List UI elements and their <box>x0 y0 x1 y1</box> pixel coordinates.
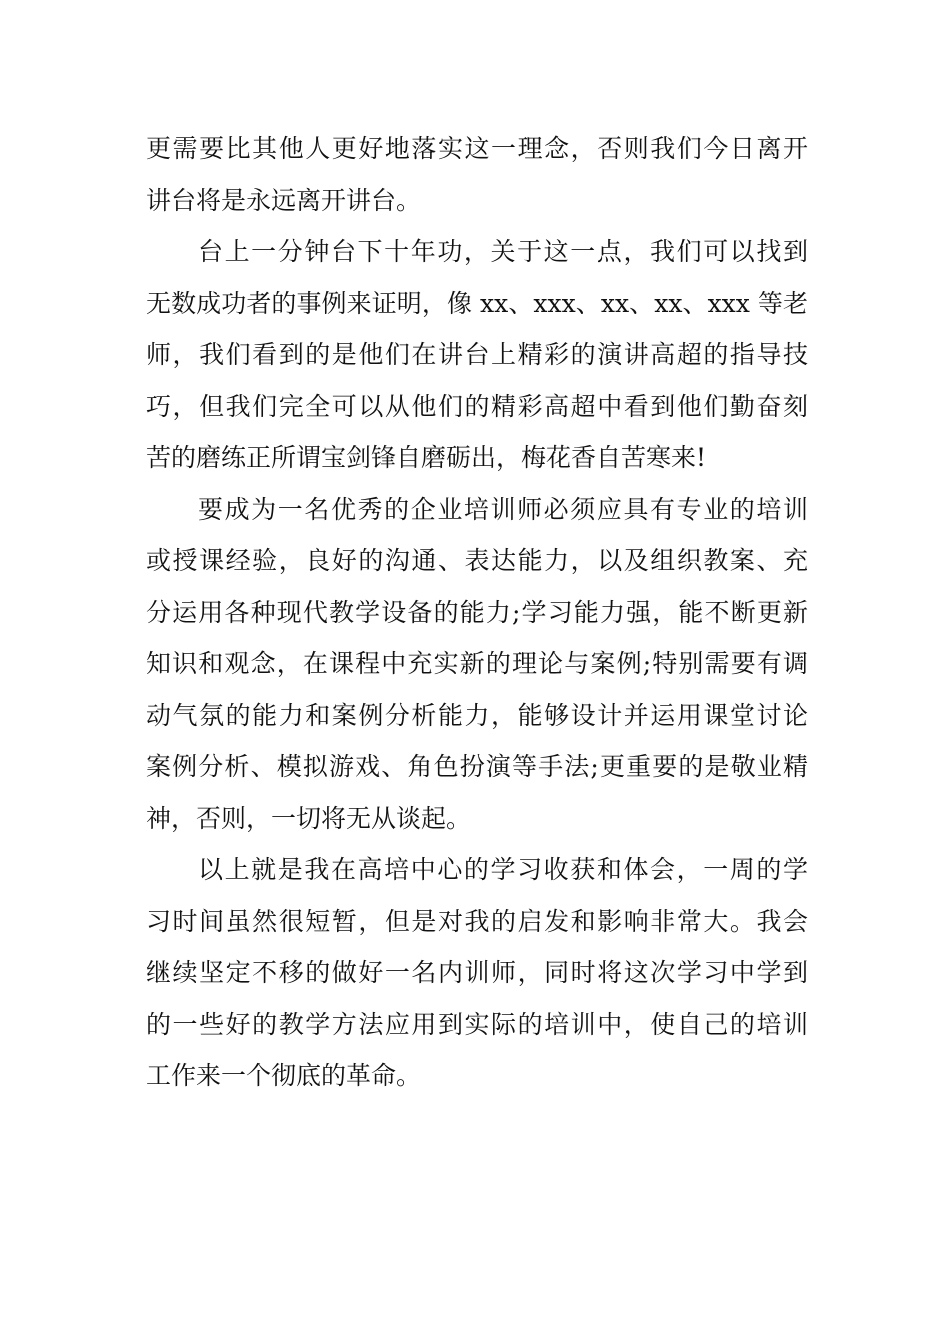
paragraph-line: 无数成功者的事例来证明，像 xx、xxx、xx、xx、xxx 等老 <box>146 288 808 318</box>
paragraph-line: 神，否则，一切将无从谈起。 <box>146 803 472 833</box>
paragraph-line: 工作来一个彻底的革命。 <box>146 1061 422 1090</box>
paragraph-line: 巧，但我们完全可以从他们的精彩高超中看到他们勤奋刻 <box>146 391 808 421</box>
paragraph-3 <box>146 484 808 845</box>
paragraph-line: 师，我们看到的是他们在讲台上精彩的演讲高超的指导技 <box>146 340 808 369</box>
paragraph-line: 继续坚定不移的做好一名内训师，同时将这次学习中学到 <box>146 958 808 987</box>
paragraph-line: 要成为一名优秀的企业培训师必须应具有专业的培训 <box>198 494 808 524</box>
paragraph-line: 的一些好的教学方法应用到实际的培训中，使自己的培训 <box>146 1009 808 1039</box>
paragraph-line: 案例分析、模拟游戏、角色扮演等手法;更重要的是敬业精 <box>146 752 808 781</box>
paragraph-line: 苦的磨练正所谓宝剑锋自磨砺出，梅花香自苦寒来! <box>146 443 707 472</box>
paragraph-line: 习时间虽然很短暂，但是对我的启发和影响非常大。我会 <box>146 906 808 936</box>
paragraph-2 <box>146 226 808 484</box>
paragraph-line: 动气氛的能力和案例分析能力，能够设计并运用课堂讨论 <box>146 700 808 730</box>
document-body <box>146 123 808 1102</box>
paragraph-line: 分运用各种现代教学设备的能力;学习能力强，能不断更新 <box>146 597 808 627</box>
paragraph-4 <box>146 844 808 1102</box>
paragraph-line: 或授课经验，良好的沟通、表达能力，以及组织教案、充 <box>146 546 808 575</box>
paragraph-line: 知识和观念，在课程中充实新的理论与案例;特别需要有调 <box>146 649 808 678</box>
paragraph-line: 台上一分钟台下十年功，关于这一点，我们可以找到 <box>198 237 808 266</box>
paragraph-line: 以上就是我在高培中心的学习收获和体会，一周的学 <box>198 855 808 884</box>
paragraph-line: 更需要比其他人更好地落实这一理念，否则我们今日离开 <box>146 134 808 163</box>
paragraph-line: 讲台将是永远离开讲台。 <box>146 185 422 215</box>
paragraph-1 <box>146 123 808 226</box>
